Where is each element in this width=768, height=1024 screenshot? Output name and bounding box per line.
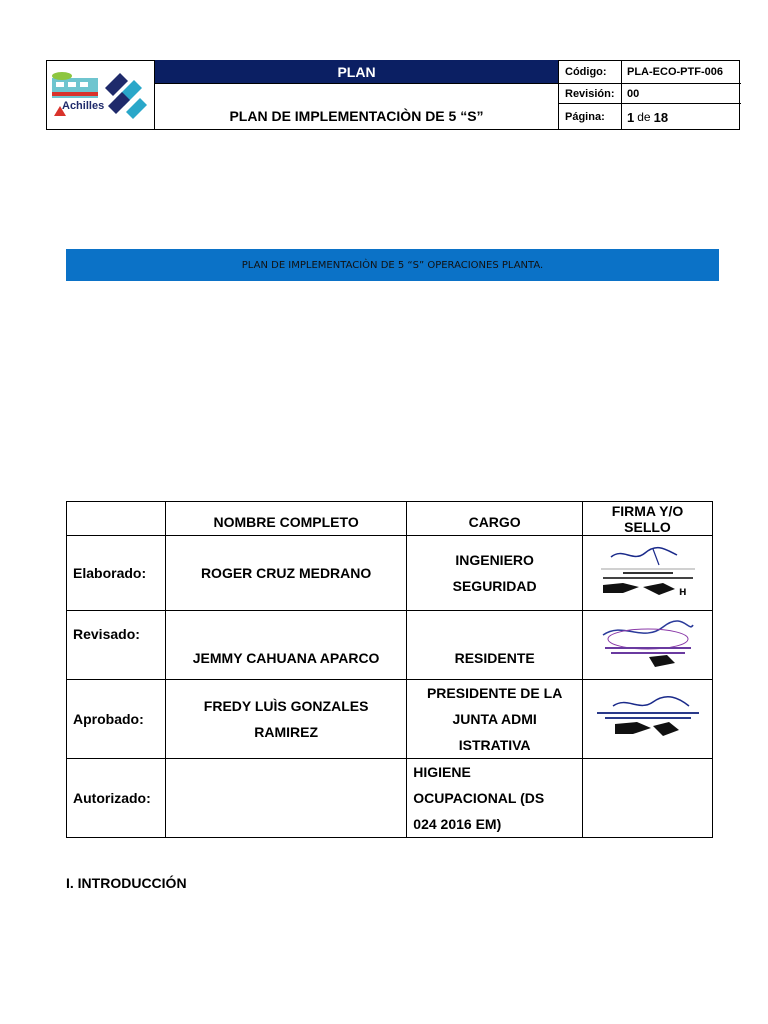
role-cell: Aprobado: [67,680,166,759]
cargo-cell [407,536,583,611]
cargo-line: ISTRATIVA [458,737,531,753]
cargo-line: 024 2016 EM) [413,816,502,832]
page-total: 18 [653,109,669,125]
logo-text: Achilles [62,100,105,112]
cargo-line: INGENIERO [455,552,534,568]
cargo-line: JUNTA ADMI [452,711,537,727]
plan-subtitle-band: PLAN DE IMPLEMENTACIÒN DE 5 “S” OPERACIONES PLANTA. [66,249,719,281]
role-cell: Revisado: [67,611,166,680]
meta-value: 00 [627,87,640,100]
section-heading: I. INTRODUCCIÓN [66,875,187,891]
meta-label: Código: [559,60,622,83]
svg-text:H: H [678,588,687,598]
page-number: 1 [627,109,635,125]
table-row [67,759,713,838]
cargo-cell [407,680,583,759]
document-title: PLAN DE IMPLEMENTACIÒN DE 5 “S” [229,108,484,124]
table-header-cell: CARGO [407,502,583,536]
cargo-line: OCUPACIONAL (DS [413,790,545,806]
signature-stamp-image [593,543,703,603]
page-of: de [637,110,651,124]
role-cell: Elaborado: [67,536,166,611]
table-row [67,536,713,611]
name-cell: ROGER CRUZ MEDRANO [165,536,406,611]
approval-table [66,501,713,838]
signature-cell [583,536,713,611]
cargo-line: PRESIDENTE DE LA [426,685,563,701]
signature-cell [583,611,713,680]
company-logo [50,68,150,124]
document-meta [558,60,740,130]
meta-row-page [559,104,741,130]
table-row [67,611,713,680]
signature-cell [583,680,713,759]
name-cell [165,759,406,838]
doc-type-banner: PLAN [155,60,558,84]
signature-cell [583,759,713,838]
signature-stamp-image [593,619,703,671]
meta-row-revision [559,84,741,104]
role-cell: Autorizado: [67,759,166,838]
table-header-row [67,502,713,536]
page-indicator [622,104,741,130]
meta-row-code [559,60,741,84]
table-row [67,680,713,759]
meta-label: Página: [559,104,622,130]
cargo-cell [407,759,583,838]
meta-label: Revisión: [559,84,622,103]
signature-stamp-image [593,694,703,744]
cargo-line: RESIDENTE [454,650,535,666]
meta-value: PLA-ECO-PTF-006 [627,65,723,78]
table-header-cell [67,502,166,536]
name-cell: JEMMY CAHUANA APARCO [165,611,406,680]
cargo-cell [407,611,583,680]
cargo-line: SEGURIDAD [452,578,537,594]
name-cell: FREDY LUÌS GONZALES RAMIREZ [165,680,406,759]
cargo-line: HIGIENE [413,764,471,780]
table-header-cell: FIRMA Y/O SELLO [583,502,713,536]
table-header-cell: NOMBRE COMPLETO [165,502,406,536]
